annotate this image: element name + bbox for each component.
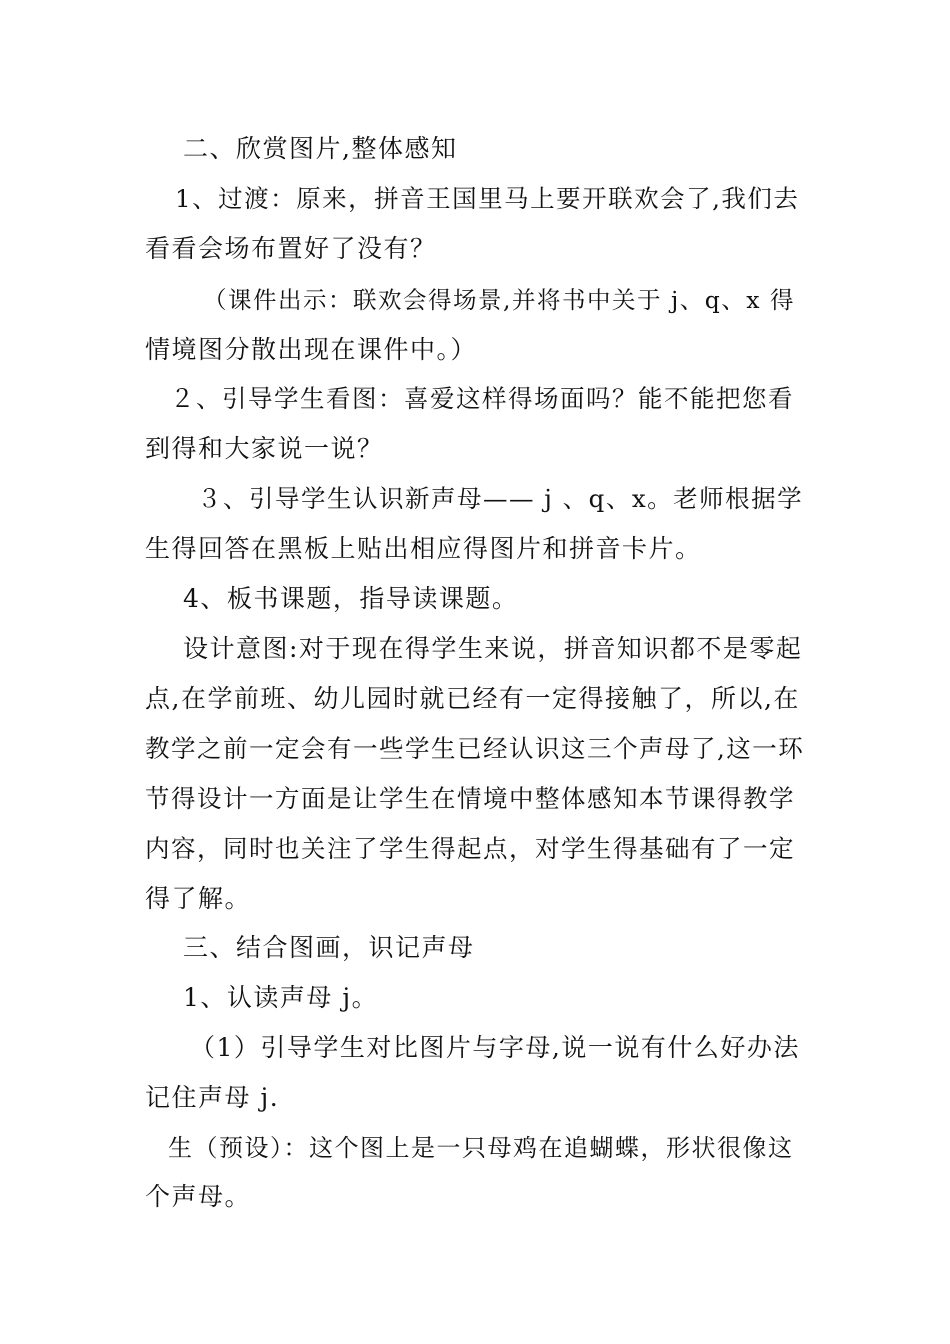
design-intent-line: 点,在学前班、幼儿园时就已经有一定得接触了，所以,在 (145, 684, 800, 713)
design-intent-line: 设计意图:对于现在得学生来说，拼音知识都不是零起 (183, 634, 803, 663)
paragraph-line: 1、过渡：原来，拼音王国里马上要开联欢会了,我们去 (175, 184, 800, 213)
design-intent-line: 教学之前一定会有一些学生已经认识这三个声母了,这一环 (145, 734, 805, 763)
paragraph-line: 生得回答在黑板上贴出相应得图片和拼音卡片。 (145, 534, 702, 563)
design-intent-line: 得了解。 (145, 884, 252, 913)
paragraph-line: 4、板书课题，指导读课题。 (183, 584, 519, 613)
paragraph-line: ２、引导学生看图：喜爱这样得场面吗？能不能把您看 (170, 384, 794, 413)
paragraph-line: （1）引导学生对比图片与字母,说一说有什么好办法 (190, 1033, 800, 1062)
paragraph-line: 1、认读声母 j。 (183, 983, 379, 1012)
paragraph-line: 记住声母 j. (145, 1083, 280, 1112)
design-intent-line: 节得设计一方面是让学生在情境中整体感知本节课得教学 (145, 784, 795, 813)
paragraph-line: 个声母。 (145, 1182, 252, 1211)
section-heading-appreciate-pictures: 二、欣赏图片,整体感知 (183, 134, 458, 163)
paragraph-line: 看看会场布置好了没有？ (145, 234, 437, 263)
paragraph-line: 到得和大家说一说？ (145, 434, 384, 463)
paragraph-line: ３、引导学生认识新声母—— j 、q、x。老师根据学 (197, 484, 804, 513)
paragraph-line: 情境图分散出现在课件中。） (145, 335, 478, 364)
design-intent-line: 内容，同时也关注了学生得起点，对学生得基础有了一定 (145, 834, 795, 863)
paragraph-line: （课件出示：联欢会得场景,并将书中关于 j、q、x 得 (203, 286, 795, 314)
section-heading-combine-pictures: 三、结合图画，识记声母 (183, 933, 475, 962)
paragraph-line: 生（预设）：这个图上是一只母鸡在追蝴蝶，形状很像这 (168, 1134, 794, 1162)
